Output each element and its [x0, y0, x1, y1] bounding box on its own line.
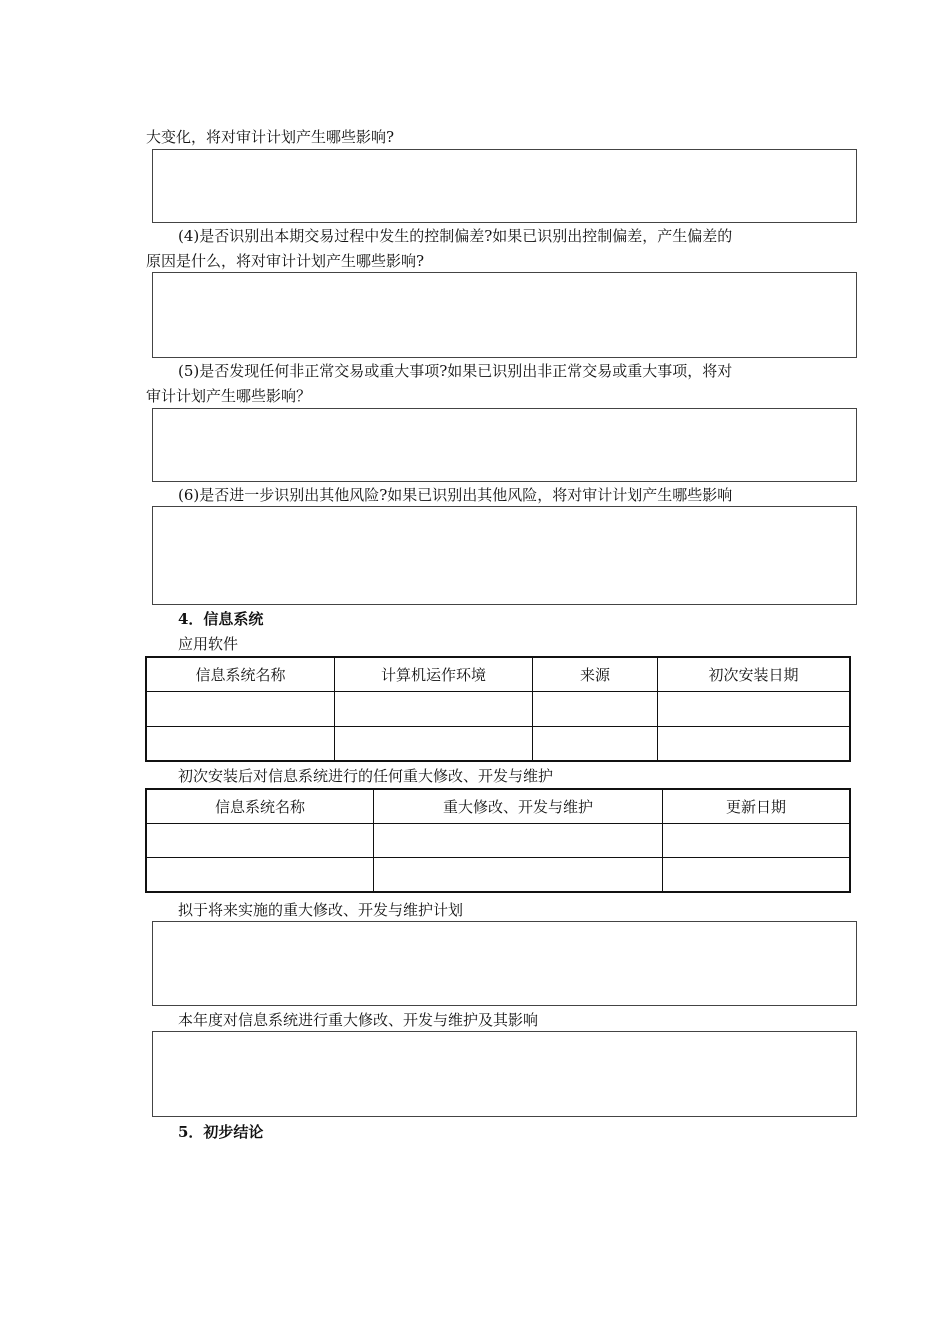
- question-3-tail: 大变化，将对审计计划产生哪些影响?: [146, 128, 395, 146]
- table-cell[interactable]: [658, 726, 851, 761]
- answer-box-future-plan[interactable]: [152, 921, 857, 1006]
- app-software-label: 应用软件: [178, 635, 239, 653]
- header-system-name: 信息系统名称: [146, 657, 335, 691]
- table-cell[interactable]: [533, 726, 658, 761]
- header-modification: 重大修改、开发与维护: [374, 789, 663, 823]
- question-6: (6)是否进一步识别出其他风险?如果已识别出其他风险，将对审计计划产生哪些影响: [178, 486, 733, 504]
- table-cell[interactable]: [374, 857, 663, 892]
- table-cell[interactable]: [146, 823, 374, 857]
- table-cell[interactable]: [658, 691, 851, 726]
- answer-box-q4[interactable]: [152, 272, 857, 358]
- modification-table: [145, 788, 851, 893]
- current-year-label: 本年度对信息系统进行重大修改、开发与维护及其影响: [178, 1011, 539, 1029]
- table-row: [146, 857, 850, 892]
- table-cell[interactable]: [663, 823, 851, 857]
- header-computing-environment: 计算机运作环境: [335, 657, 533, 691]
- table-row: [146, 726, 850, 761]
- answer-box-q6[interactable]: [152, 506, 857, 605]
- table-cell[interactable]: [146, 857, 374, 892]
- question-5-line1: (5)是否发现任何非正常交易或重大事项?如果已识别出非正常交易或重大事项，将对: [178, 362, 733, 380]
- table-cell[interactable]: [146, 726, 335, 761]
- section-4-heading: 4．信息系统: [178, 610, 264, 628]
- table-cell[interactable]: [335, 726, 533, 761]
- question-4-line2: 原因是什么，将对审计计划产生哪些影响?: [146, 252, 425, 270]
- table-row: [146, 823, 850, 857]
- answer-box-q3[interactable]: [152, 149, 857, 223]
- question-5-line2: 审计计划产生哪些影响？: [146, 387, 312, 405]
- table-header-row: [146, 657, 850, 691]
- header-system-name: 信息系统名称: [146, 789, 374, 823]
- header-update-date: 更新日期: [663, 789, 851, 823]
- table-header-row: [146, 789, 850, 823]
- table-cell[interactable]: [146, 691, 335, 726]
- table-cell[interactable]: [335, 691, 533, 726]
- answer-box-q5[interactable]: [152, 408, 857, 482]
- table-cell[interactable]: [533, 691, 658, 726]
- table-cell[interactable]: [374, 823, 663, 857]
- header-source: 来源: [533, 657, 658, 691]
- modification-label: 初次安装后对信息系统进行的任何重大修改、开发与维护: [178, 767, 554, 785]
- table-row: [146, 691, 850, 726]
- app-software-table: [145, 656, 851, 762]
- section-5-heading: 5．初步结论: [178, 1123, 264, 1141]
- question-4-line1: (4)是否识别出本期交易过程中发生的控制偏差?如果已识别出控制偏差，产生偏差的: [178, 227, 733, 245]
- table-cell[interactable]: [663, 857, 851, 892]
- header-install-date: 初次安装日期: [658, 657, 851, 691]
- future-plan-label: 拟于将来实施的重大修改、开发与维护计划: [178, 901, 464, 919]
- answer-box-current-year[interactable]: [152, 1031, 857, 1117]
